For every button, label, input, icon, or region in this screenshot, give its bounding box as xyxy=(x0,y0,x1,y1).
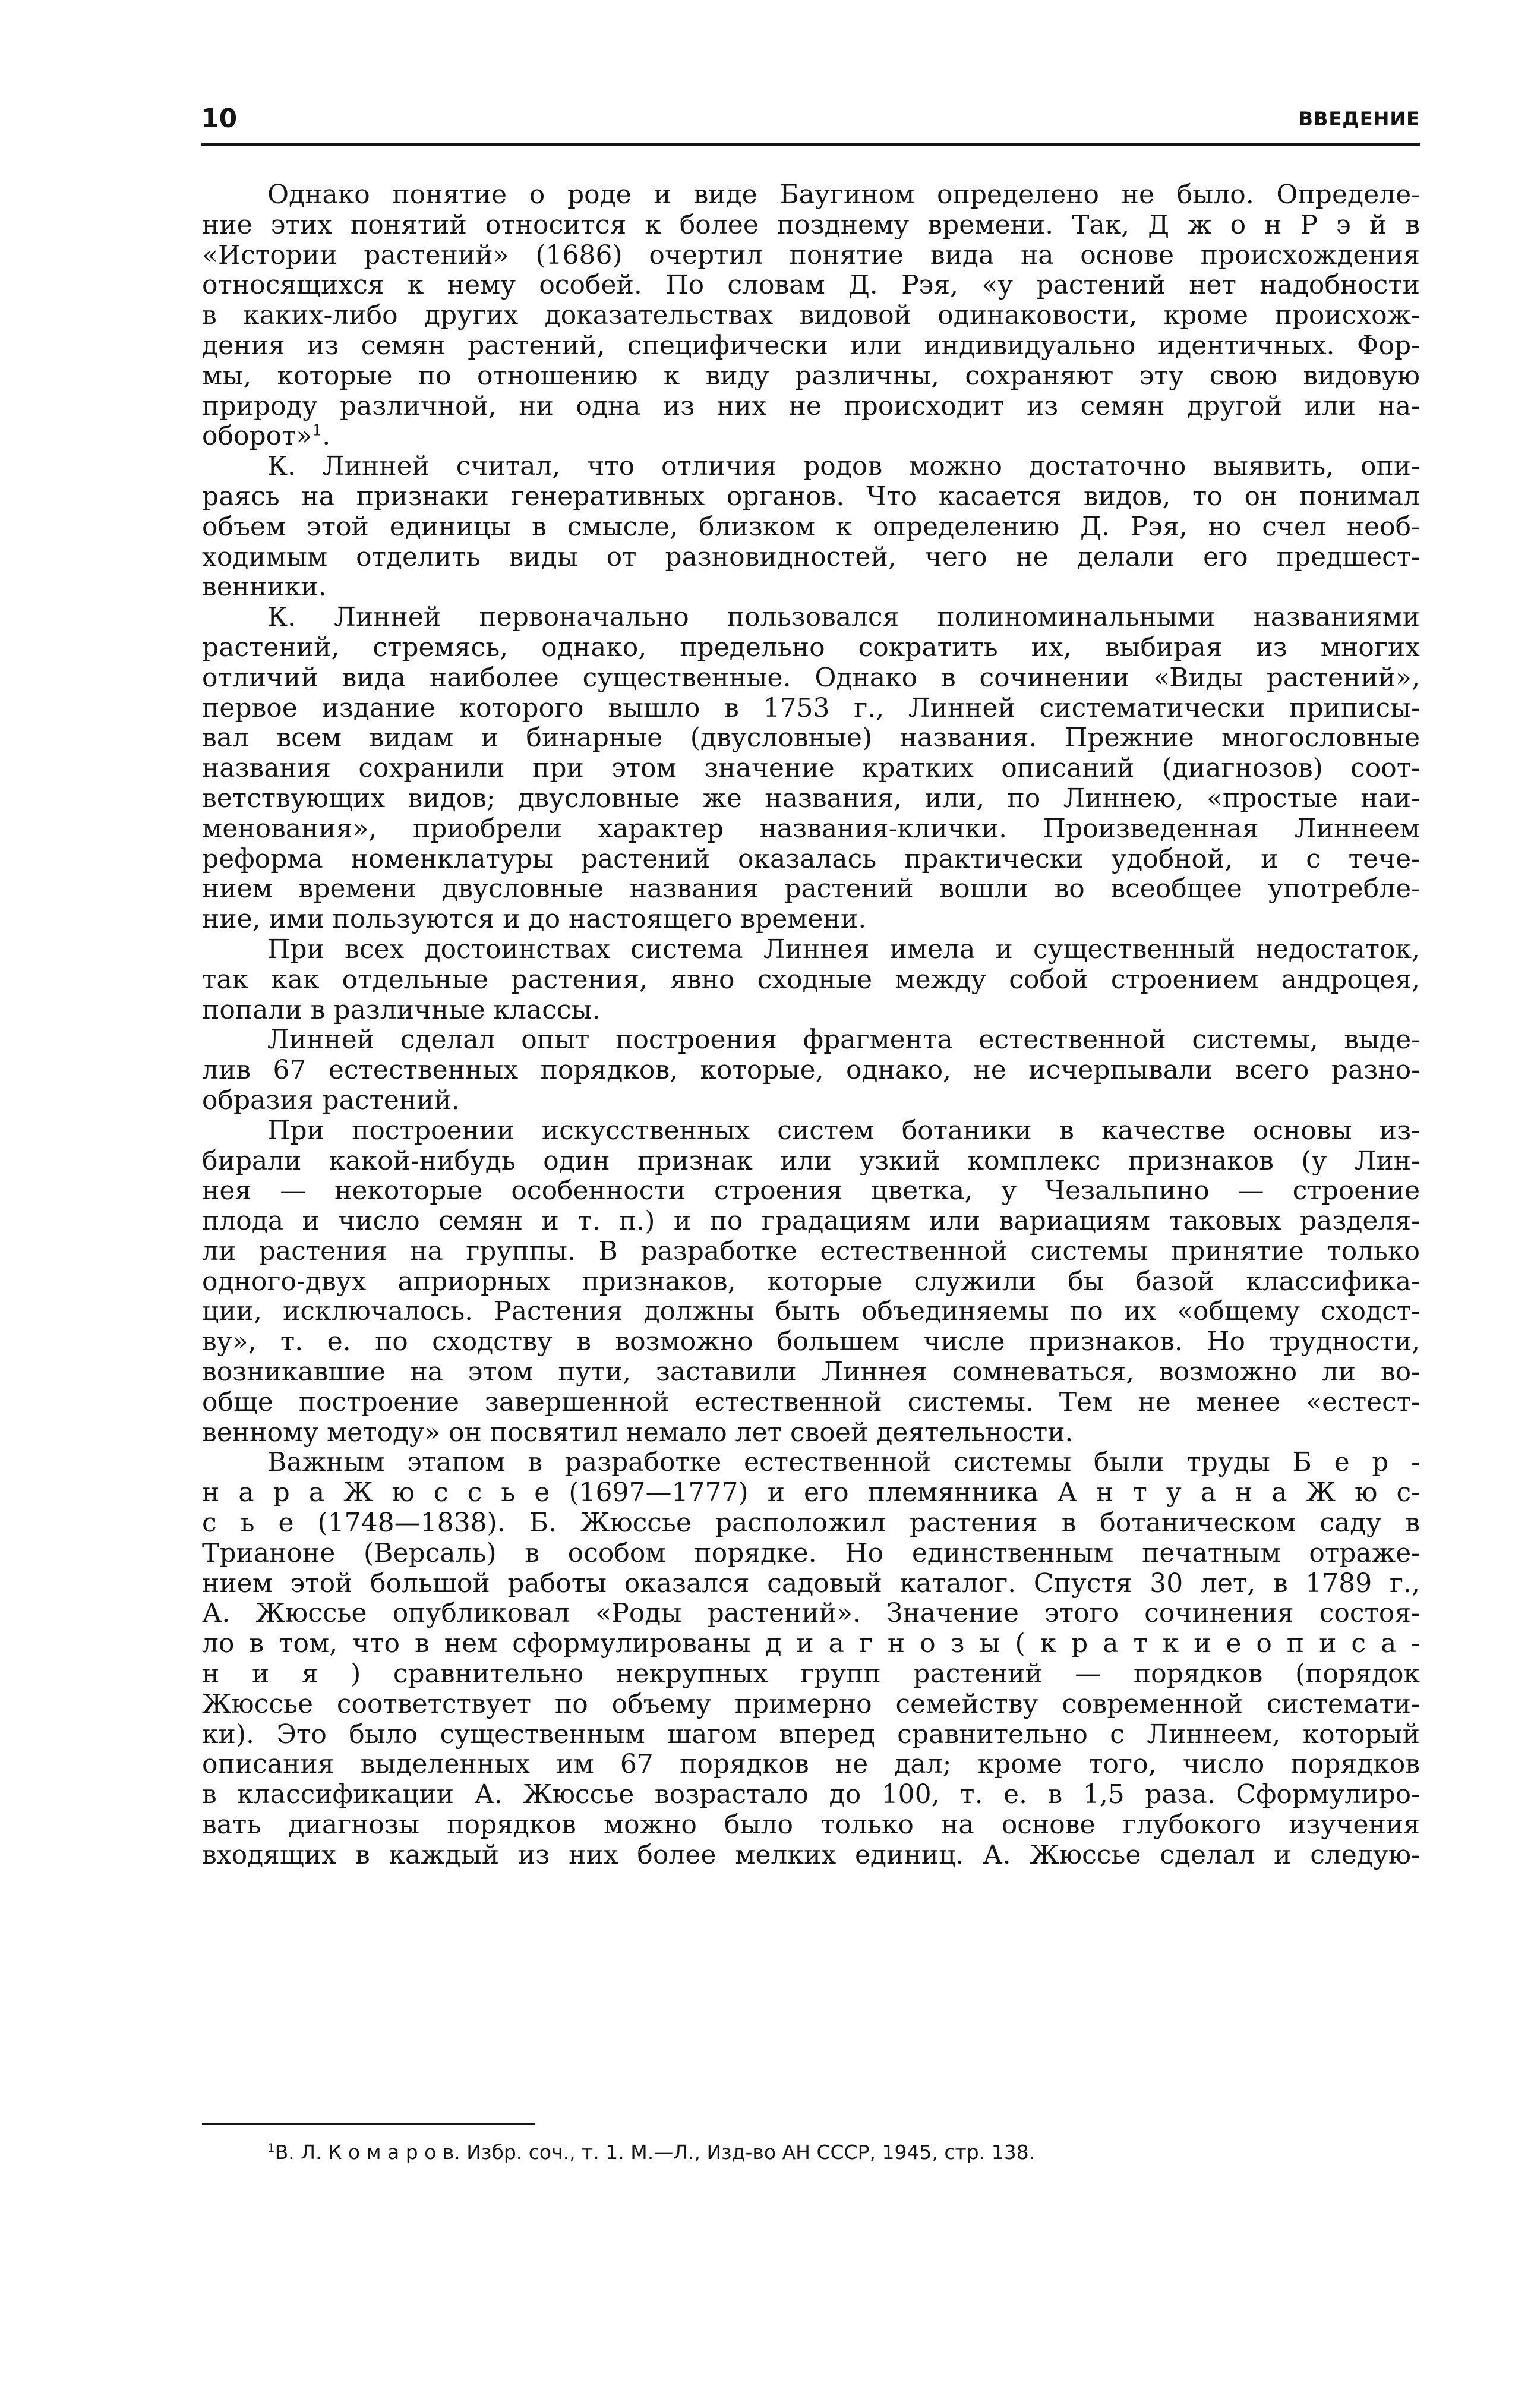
text-line-content: нея — некоторые особенности строения цветка, у Чезальпино — строение xyxy=(202,1175,1420,1206)
text-line-content: н и я ) сравнительно некрупных групп растений — порядков (порядок xyxy=(202,1659,1420,1690)
text-line xyxy=(202,180,1420,210)
text-line xyxy=(202,1508,1420,1539)
text-line xyxy=(202,1418,1420,1448)
text-line-content: При построении искусственных систем ботаники в качестве основы из- xyxy=(267,1115,1420,1146)
text-line-content: попали в различные классы. xyxy=(202,994,601,1025)
text-line xyxy=(202,1478,1420,1508)
text-line-content: нием этой большой работы оказался садовый каталог. Спустя 30 лет, в 1789 г., xyxy=(202,1568,1420,1599)
text-line xyxy=(202,1720,1420,1750)
text-line xyxy=(202,1599,1420,1629)
text-line xyxy=(202,603,1420,633)
text-line-content: Однако понятие о роде и виде Баугином определено не было. Определе- xyxy=(267,179,1420,210)
text-line xyxy=(202,1629,1420,1659)
text-line xyxy=(202,210,1420,241)
text-line xyxy=(202,1176,1420,1206)
text-line-content: А. Жюссье опубликовал «Роды растений». Значение этого сочинения состоя- xyxy=(202,1598,1420,1629)
text-line xyxy=(202,1116,1420,1146)
page-header xyxy=(201,101,1420,137)
text-line-content: ли растения на группы. В разработке естественной системы принятие только xyxy=(202,1235,1420,1266)
text-line-content: раясь на признаки генеративных органов. Что касается видов, то он понимал xyxy=(202,481,1420,512)
text-line xyxy=(202,512,1420,543)
text-line xyxy=(202,1055,1420,1086)
text-line xyxy=(202,663,1420,694)
text-line xyxy=(202,965,1420,995)
text-line-content: природу различной, ни одна из них не происходит из семян другой или на- xyxy=(202,390,1420,421)
text-line xyxy=(202,784,1420,814)
text-line-content: Важным этапом в разработке естественной системы были труды Б е р - xyxy=(267,1447,1420,1478)
text-line-content: возникавшие на этом пути, заставили Линнея сомневаться, возможно ли во- xyxy=(202,1357,1420,1388)
text-line-content: плода и число семян и т. п.) и по градациям или вариациям таковых разделя- xyxy=(202,1206,1420,1237)
text-line xyxy=(202,935,1420,965)
text-line xyxy=(202,1448,1420,1478)
text-line-content: первое издание которого вышло в 1753 г., Линней систематически приписы- xyxy=(202,692,1420,723)
text-line-content: ние этих понятий относится к более позднему времени. Так, Д ж о н Р э й в xyxy=(202,209,1420,240)
text-line xyxy=(202,361,1420,392)
text-line-content: бирали какой-нибудь один признак или узкий комплекс признаков (у Лин- xyxy=(202,1145,1420,1176)
header-rule xyxy=(201,143,1420,146)
text-line xyxy=(202,543,1420,573)
text-line-content: ки). Это было существенным шагом вперед сравнительно с Линнеем, который xyxy=(202,1719,1420,1750)
text-line xyxy=(202,301,1420,331)
text-line xyxy=(202,1840,1420,1871)
text-line-content: менования», приобрели характер названия-клички. Произведенная Линнеем xyxy=(202,813,1420,844)
text-line-content: оборот» xyxy=(202,421,312,452)
text-line xyxy=(202,1357,1420,1388)
text-line-content: ву», т. е. по сходству в возможно большем числе признаков. Но трудности, xyxy=(202,1326,1420,1357)
text-line-content: нием времени двусловные названия растений вошли во всеобщее употребле- xyxy=(202,874,1420,904)
text-line xyxy=(202,1659,1420,1690)
text-line xyxy=(202,1267,1420,1297)
text-line-content: «Истории растений» (1686) очертил понятие вида на основе происхождения xyxy=(202,239,1420,270)
text-line xyxy=(202,452,1420,482)
text-line-content: описания выделенных им 67 порядков не дал; кроме того, число порядков xyxy=(202,1749,1420,1780)
text-line xyxy=(202,814,1420,844)
text-line-content: лив 67 естественных порядков, которые, однако, не исчерпывали всего разно- xyxy=(202,1055,1420,1086)
text-line xyxy=(202,1750,1420,1780)
text-line xyxy=(202,270,1420,301)
text-line xyxy=(202,421,1420,452)
text-line-content: ции, исключалось. Растения должны быть объединяемы по их «общему сходст- xyxy=(202,1296,1420,1327)
text-line-content: венному методу» он посвятил немало лет своей деятельности. xyxy=(202,1417,1074,1448)
text-line xyxy=(202,1146,1420,1177)
text-line xyxy=(202,1690,1420,1720)
text-line xyxy=(202,754,1420,784)
text-line-content: венники. xyxy=(202,572,327,603)
text-line-content: При всех достоинствах система Линнея имела и существенный недостаток, xyxy=(267,934,1420,965)
text-line-content: ние, ими пользуются и до настоящего времени. xyxy=(202,904,867,935)
text-line xyxy=(202,572,1420,603)
text-line-content: в классификации А. Жюссье возрастало до 100, т. е. в 1,5 раза. Сформулиро- xyxy=(202,1779,1420,1810)
text-line-content: с ь е (1748—1838). Б. Жюссье расположил растения в ботаническом саду в xyxy=(202,1508,1420,1539)
text-line xyxy=(202,1086,1420,1116)
text-line-content: К. Линней первоначально пользовался полиноминальными названиями xyxy=(267,602,1420,633)
text-line xyxy=(202,1780,1420,1810)
text-line-content: К. Линней считал, что отличия родов можно достаточно выявить, опи- xyxy=(267,451,1420,482)
text-line-content: реформа номенклатуры растений оказалась практически удобной, и с тече- xyxy=(202,843,1420,874)
text-line-content: растений, стремясь, однако, предельно сократить их, выбирая из многих xyxy=(202,632,1420,663)
text-line xyxy=(202,241,1420,271)
text-line-content: Линней сделал опыт построения фрагмента естественной системы, выде- xyxy=(267,1025,1420,1055)
footnote xyxy=(267,2138,1035,2167)
text-line-content: отличий вида наиболее существенные. Однако в сочинении «Виды растений», xyxy=(202,662,1420,693)
text-line xyxy=(202,995,1420,1026)
footnote-text: В. Л. К о м а р о в. Избр. соч., т. 1. М.—Л., Изд-во АН СССР, 1945, стр. 138. xyxy=(274,2141,1036,2164)
text-line-content: мы, которые по отношению к виду различны, сохраняют эту свою видовую xyxy=(202,360,1420,391)
text-line-content: Жюссье соответствует по объему примерно семейству современной системати- xyxy=(202,1688,1420,1719)
text-line xyxy=(202,723,1420,754)
text-line-content: ветствующих видов; двусловные же названия, или, по Линнею, «простые наи- xyxy=(202,783,1420,814)
text-line-tail: . xyxy=(322,421,331,452)
page-number: 10 xyxy=(201,103,238,134)
footnote-rule xyxy=(202,2123,535,2125)
text-line xyxy=(202,874,1420,904)
text-line-content: в каких-либо других доказательствах видовой одинаковости, кроме происхож- xyxy=(202,300,1420,331)
text-line-content: вал всем видам и бинарные (двусловные) названия. Прежние многословные xyxy=(202,723,1420,754)
body-text xyxy=(202,180,1420,1871)
text-line-content: обще построение завершенной естественной системы. Тем не менее «естест- xyxy=(202,1386,1420,1417)
text-line-content: н а р а Ж ю с с ь е (1697—1777) и его племянника А н т у а н а Ж ю с- xyxy=(202,1477,1420,1508)
text-line xyxy=(202,904,1420,935)
text-line-content: так как отдельные растения, явно сходные между собой строением андроцея, xyxy=(202,964,1420,995)
text-line xyxy=(202,844,1420,875)
text-line xyxy=(202,694,1420,724)
text-line xyxy=(202,392,1420,422)
text-line-content: относящихся к нему особей. По словам Д. Рэя, «у растений нет надобности xyxy=(202,270,1420,301)
text-line-content: ло в том, что в нем сформулированы д и а г н о з ы ( к р а т к и е о п и с а - xyxy=(202,1628,1420,1659)
text-line xyxy=(202,1297,1420,1327)
text-line-content: дения из семян растений, специфически или индивидуально идентичных. Фор- xyxy=(202,330,1420,361)
text-line xyxy=(202,1388,1420,1418)
text-line-content: ходимым отделить виды от разновидностей, чего не делали его предшест- xyxy=(202,541,1420,572)
footnote-marker: 1 xyxy=(267,2141,275,2155)
text-line-content: вать диагнозы порядков можно было только на основе глубокого изучения xyxy=(202,1810,1420,1840)
footnote-reference: 1 xyxy=(312,421,323,440)
text-line xyxy=(202,1025,1420,1055)
text-line-content: названия сохранили при этом значение кратких описаний (диагнозов) соот- xyxy=(202,753,1420,784)
text-line xyxy=(202,1327,1420,1357)
text-line-content: Трианоне (Версаль) в особом порядке. Но единственным печатным отраже- xyxy=(202,1537,1420,1568)
text-line xyxy=(202,1206,1420,1237)
text-line xyxy=(202,331,1420,361)
text-line xyxy=(202,633,1420,663)
text-line-content: образия растений. xyxy=(202,1085,460,1115)
text-line xyxy=(202,1237,1420,1267)
text-line xyxy=(202,1539,1420,1569)
text-line xyxy=(202,482,1420,512)
text-line-content: одного-двух априорных признаков, которые служили бы базой классифика- xyxy=(202,1266,1420,1297)
text-line-content: объем этой единицы в смысле, близком к определению Д. Рэя, но счел необ- xyxy=(202,511,1420,542)
running-head: ВВЕДЕНИЕ xyxy=(1298,108,1420,130)
text-line xyxy=(202,1810,1420,1840)
text-line xyxy=(202,1569,1420,1599)
text-line-content: входящих в каждый из них более мелких единиц. А. Жюссье сделал и следую- xyxy=(202,1839,1420,1870)
